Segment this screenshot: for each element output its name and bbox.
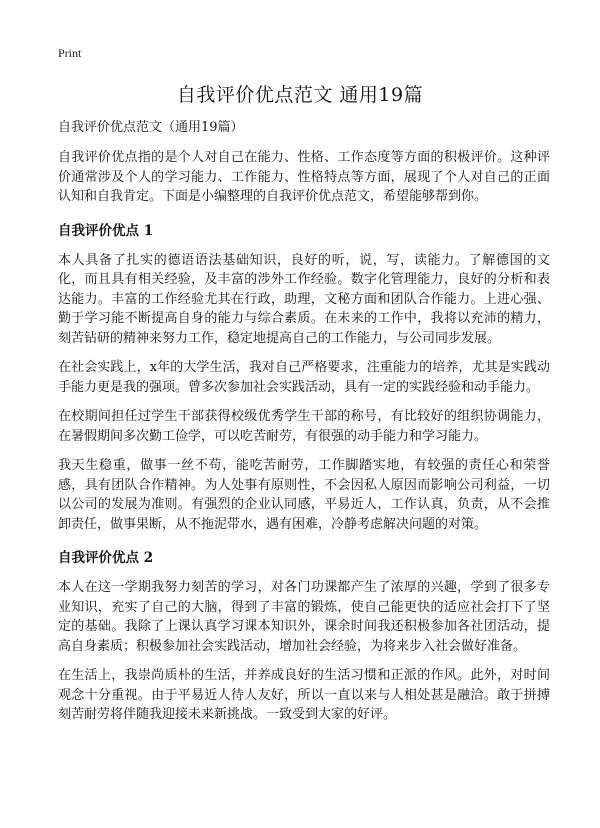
section-heading: 自我评价优点 2 <box>58 550 154 566</box>
page-title: 自我评价优点范文 通用19篇 <box>176 84 424 106</box>
document-subtitle: 自我评价优点范文（通用19篇） <box>58 120 244 135</box>
document-body <box>58 118 550 735</box>
section-heading: 自我评价优点 1 <box>58 222 154 239</box>
paragraph: 在校期间担任过学生干部获得校级优秀学生干部的称号，有比较好的组织协调能力，在暑假期间多次勤工俭学，可以吃苦耐劳，有很强的动手能力和学习能力。 <box>58 409 550 444</box>
paragraph: 在社会实践上，x年的大学生活，我对自己严格要求，注重能力的培养，尤其是实践动手能力更是我的强项。曾多次参加社会实践活动，具有一定的实践经验和动手能力。 <box>58 360 550 395</box>
print-label[interactable]: Print <box>58 46 82 60</box>
paragraph: 我天生稳重，做事一丝不苟，能吃苦耐劳，工作脚踏实地，有较强的责任心和荣誉感，具有团队合作精神。为人处事有原则性，不会因私人原因而影响公司利益，一切以公司的发展为准则。有强烈的企业认同感，平易近人，工作认真，负责，从不会推卸责任，做事果断，从不拖泥带水，遇有困难，冷静考虑解决问题的对策。 <box>58 458 550 532</box>
paragraph: 本人具备了扎实的德语语法基础知识，良好的听，说，写，读能力。了解德国的文化，而且具有相关经验，及丰富的涉外工作经验。数字化管理能力，良好的分析和表达能力。丰富的工作经验尤其在行政，助理，文秘方面和团队合作能力。上进心强、勤于学习能不断提高自身的能力与综合素质。在未来的工作中，我将以充沛的精力，刻苦钻研的精神来努力工作，稳定地提高自己的工作能力，与公司同步发展。 <box>58 252 550 346</box>
section-2 <box>58 548 550 725</box>
section-1 <box>58 221 550 535</box>
paragraph: 本人在这一学期我努力刻苦的学习，对各门功课都产生了浓厚的兴趣，学到了很多专业知识，充实了自己的大脑，得到了丰富的锻炼，使自己能更快的适应社会打下了坚定的基础。我除了上课认真学习课本知识外，课余时间我还积极参加各社团活动，提高自身素质；积极参加社会实践活动，增加社会经验，为将来步入社会做好准备。 <box>58 580 550 654</box>
paragraph: 在生活上，我崇尚质朴的生活，并养成良好的生活习惯和正派的作风。此外，对时间观念十分重视。由于平易近人待人友好，所以一直以来与人相处甚是融洽。敢于拼搏刻苦耐劳将伴随我迎接未来新挑战。一致受到大家的好评。 <box>58 668 550 722</box>
intro-paragraph: 自我评价优点指的是个人对自己在能力、性格、工作态度等方面的积极评价。这种评价通常涉及个人的学习能力、工作能力、性格特点等方面，展现了个人对自己的正面认知和自我肯定。下面是小编整理的自我评价优点范文，希望能够帮到你。 <box>58 150 550 204</box>
